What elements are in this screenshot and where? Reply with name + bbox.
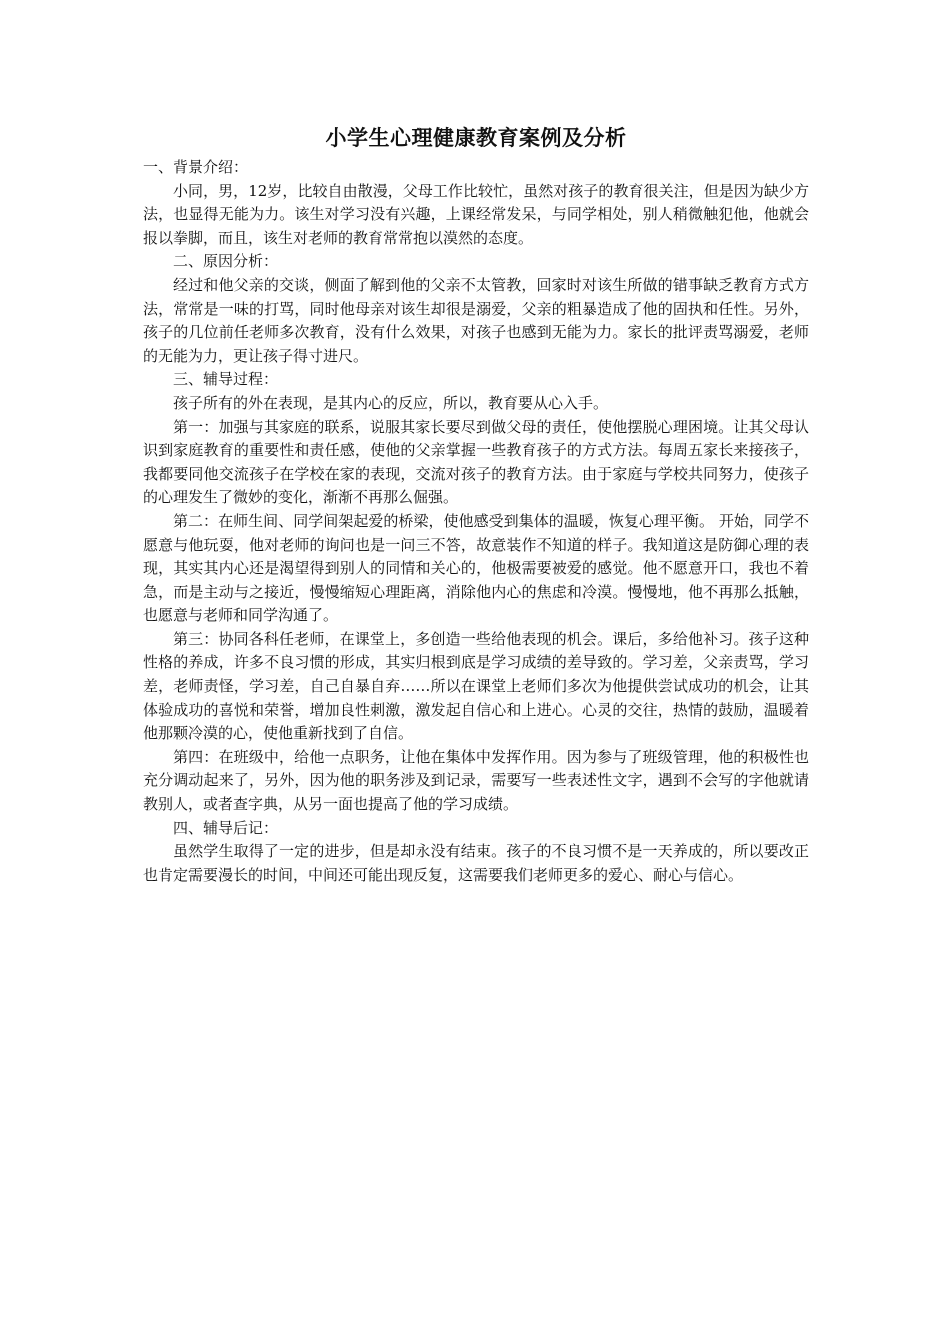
heading-cause-analysis: 二、原因分析：	[173, 252, 279, 271]
document-title: 小学生心理健康教育案例及分析	[325, 126, 627, 150]
paragraph-step-two: 第二：在师生间、同学间架起爱的桥梁，使他感受到集体的温暖，恢复心理平衡。 开始，同学不愿意与他玩耍，他对老师的询问也是一问三不答，故意装作不知道的样子。我知道这是防御心理的表现，其实其内心还是渴望得到别人的同情和关心的，他极需要被爱的感觉。他不愿意开口，我也不着急，而是主动与之接近，慢慢缩短心理距离，消除他内心的焦虑和冷漠。慢慢地，他不再那么抵触，也愿意与老师和同学沟通了。	[143, 511, 809, 625]
paragraph-background: 小同，男，12岁，比较自由散漫，父母工作比较忙，虽然对孩子的教育很关注，但是因为缺少方法，也显得无能为力。该生对学习没有兴趣，上课经常发呆，与同学相处，别人稍微触犯他，他就会报以拳脚，而且，该生对老师的教育常常抱以漠然的态度。	[143, 181, 809, 247]
paragraph-postscript: 虽然学生取得了一定的进步，但是却永没有结束。孩子的不良习惯不是一天养成的，所以要改正也肯定需要漫长的时间，中间还可能出现反复，这需要我们老师更多的爱心、耐心与信心。	[143, 842, 809, 884]
heading-postscript: 四、辅导后记：	[173, 818, 279, 837]
paragraph-cause-analysis: 经过和他父亲的交谈，侧面了解到他的父亲不太管教，回家时对该生所做的错事缺乏教育方式方法，常常是一味的打骂，同时他母亲对该生却很是溺爱，父亲的粗暴造成了他的固执和任性。另外，孩子的几位前任老师多次教育，没有什么效果，对孩子也感到无能为力。家长的批评责骂溺爱，老师的无能为力，更让孩子得寸进尺。	[143, 275, 809, 365]
heading-background: 一、背景介绍：	[143, 158, 249, 176]
paragraph-step-four: 第四：在班级中，给他一点职务，让他在集体中发挥作用。因为参与了班级管理，他的积极性也充分调动起来了，另外，因为他的职务涉及到记录，需要写一些表述性文字，遇到不会写的字他就请教别人，或者查字典，从另一面也提高了他的学习成绩。	[143, 747, 809, 814]
paragraph-step-one: 第一：加强与其家庭的联系，说服其家长要尽到做父母的责任，使他摆脱心理困境。让其父母认识到家庭教育的重要性和责任感，使他的父亲掌握一些教育孩子的方式方法。每周五家长来接孩子，我都要同他交流孩子在学校在家的表现，交流对孩子的教育方法。由于家庭与学校共同努力，使孩子的心理发生了微妙的变化，渐渐不再那么倔强。	[143, 417, 809, 507]
heading-counseling-process: 三、辅导过程：	[173, 370, 279, 389]
paragraph-step-three: 第三：协同各科任老师，在课堂上，多创造一些给他表现的机会。课后，多给他补习。孩子这种性格的养成，许多不良习惯的形成，其实归根到底是学习成绩的差导致的。学习差，父亲责骂，学习差，老师责怪，学习差，自己自暴自弃……所以在课堂上老师们多次为他提供尝试成功的机会，让其体验成功的喜悦和荣誉，增加良性刺激，激发起自信心和上进心。心灵的交往，热情的鼓励，温暖着他那颗冷漠的心，使他重新找到了自信。	[143, 629, 809, 743]
document-body	[143, 122, 809, 887]
paragraph-counseling-intro: 孩子所有的外在表现，是其内心的反应，所以，教育要从心入手。	[173, 393, 609, 412]
